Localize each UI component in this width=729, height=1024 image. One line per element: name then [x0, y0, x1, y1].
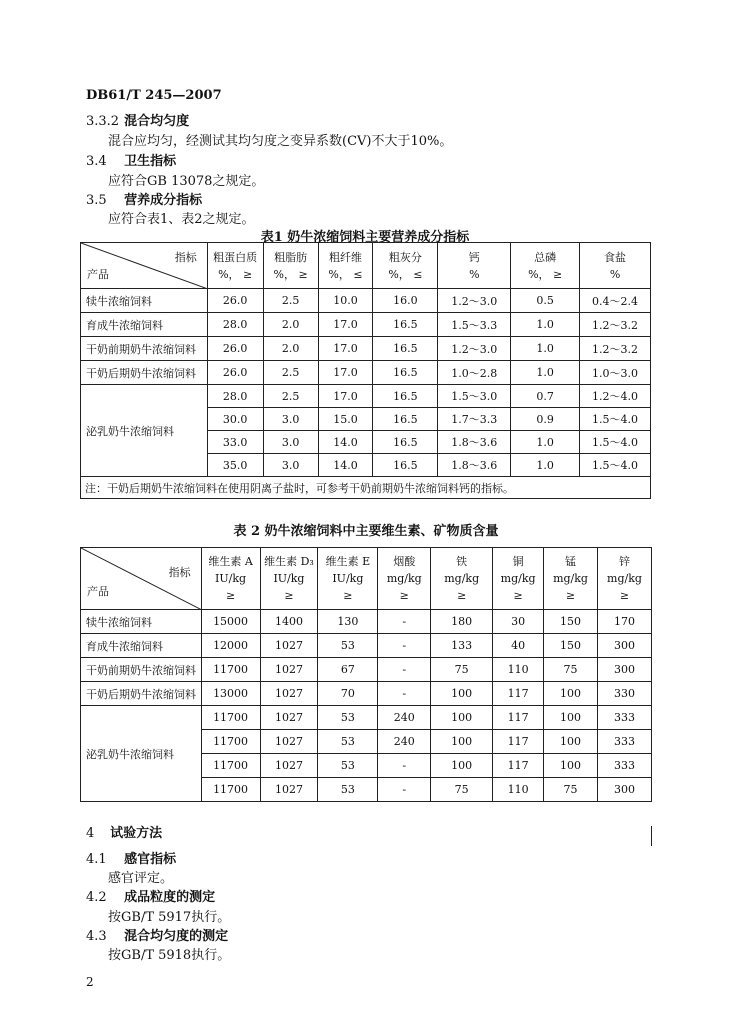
section-title: 成品粒度的测定	[124, 890, 216, 905]
header-name: 食盐	[604, 250, 627, 264]
value-cell: 16.5	[373, 408, 438, 431]
value-cell: 333	[597, 706, 651, 730]
value-cell: 1400	[260, 610, 318, 634]
table-row	[81, 634, 652, 658]
value-cell: 75	[544, 778, 598, 802]
value-cell: 14.0	[318, 454, 373, 477]
value-cell: 0.9	[511, 408, 580, 431]
value-cell: 1.0～3.0	[580, 361, 651, 385]
corner-top-label: 指标	[168, 566, 191, 579]
table2-header-cell	[493, 548, 544, 610]
value-cell: 1.0	[511, 454, 580, 477]
section-4-2-text: 按GB/T 5917执行。	[108, 910, 231, 925]
header-name: 粗脂肪	[274, 250, 308, 264]
value-cell: 40	[493, 634, 544, 658]
header-name: 锌	[618, 555, 630, 568]
table-row	[81, 658, 652, 682]
product-cell: 干奶前期奶牛浓缩饲料	[81, 337, 208, 361]
product-cell: 犊牛浓缩饲料	[81, 289, 208, 313]
value-cell: 1.2～3.0	[438, 337, 511, 361]
product-cell: 泌乳奶牛浓缩饲料	[81, 706, 202, 802]
table-row	[81, 385, 651, 408]
product-cell: 犊牛浓缩饲料	[81, 610, 202, 634]
table2-header-cell	[544, 548, 598, 610]
table1-header-cell	[263, 243, 318, 289]
value-cell: 1.0	[511, 431, 580, 454]
value-cell: -	[378, 658, 431, 682]
value-cell: 1.5～3.0	[438, 385, 511, 408]
value-cell: 1027	[260, 778, 318, 802]
header-sign: ≥	[565, 589, 576, 602]
value-cell: 0.7	[511, 385, 580, 408]
corner-top-label: 指标	[174, 251, 197, 264]
corner-bottom-label: 产品	[87, 585, 109, 598]
section-number: 3.5	[86, 193, 107, 208]
value-cell: 100	[544, 682, 598, 706]
header-name: 烟酸	[393, 555, 416, 568]
header-name: 总磷	[534, 250, 557, 264]
section-number: 4	[86, 826, 95, 841]
table1-header-cell	[580, 243, 651, 289]
header-unit: mg/kg	[607, 572, 642, 585]
value-cell: 333	[597, 730, 651, 754]
value-cell: 1027	[260, 706, 318, 730]
value-cell: 53	[318, 754, 378, 778]
value-cell: 13000	[201, 682, 260, 706]
value-cell: 1.5～4.0	[580, 431, 651, 454]
value-cell: 11700	[201, 778, 260, 802]
table1-header-cell	[207, 243, 263, 289]
value-cell: 2.0	[263, 337, 318, 361]
value-cell: 26.0	[207, 289, 263, 313]
table-row	[81, 361, 651, 385]
section-3-3-2-text: 混合应均匀，经测试其均匀度之变异系数(CV)不大于10%。	[108, 134, 453, 149]
header-sign: ≥	[457, 589, 467, 602]
value-cell: 2.5	[263, 361, 318, 385]
table2-header-cell	[378, 548, 431, 610]
value-cell: 16.5	[373, 313, 438, 337]
table2-header-cell	[260, 548, 318, 610]
value-cell: 2.5	[263, 289, 318, 313]
value-cell: 100	[431, 730, 493, 754]
value-cell: 14.0	[318, 431, 373, 454]
value-cell: 100	[544, 754, 598, 778]
table-row	[81, 682, 652, 706]
value-cell: 1.0	[511, 361, 580, 385]
table1-header-row	[81, 243, 651, 289]
header-sign: ≥	[513, 589, 523, 602]
value-cell: 1.8～3.6	[438, 431, 511, 454]
value-cell: 2.5	[263, 385, 318, 408]
section-number: 3.4	[86, 154, 107, 169]
header-name: 粗纤维	[329, 250, 362, 264]
value-cell: 75	[544, 658, 598, 682]
value-cell: 1.2～3.2	[580, 313, 651, 337]
value-cell: -	[378, 682, 431, 706]
value-cell: 180	[431, 610, 493, 634]
value-cell: 53	[318, 634, 378, 658]
value-cell: 28.0	[207, 313, 263, 337]
value-cell: 16.5	[373, 385, 438, 408]
value-cell: 75	[431, 778, 493, 802]
value-cell: 1027	[260, 730, 318, 754]
section-4-3-text: 按GB/T 5918执行。	[108, 948, 231, 963]
value-cell: 1027	[260, 658, 318, 682]
value-cell: 33.0	[207, 431, 263, 454]
header-unit: %	[469, 267, 480, 281]
header-name: 维生素 A	[208, 555, 253, 568]
table1-corner-cell	[81, 243, 208, 289]
table2-corner-cell	[81, 548, 202, 610]
value-cell: 100	[431, 754, 493, 778]
value-cell: 240	[378, 730, 431, 754]
value-cell: 15.0	[318, 408, 373, 431]
table2-header-cell	[431, 548, 493, 610]
header-unit: %， ≤	[328, 267, 363, 281]
value-cell: 1.5～3.3	[438, 313, 511, 337]
product-cell: 育成牛浓缩饲料	[81, 313, 208, 337]
value-cell: 1027	[260, 754, 318, 778]
value-cell: 35.0	[207, 454, 263, 477]
section-number: 4.3	[86, 929, 107, 944]
value-cell: 333	[597, 754, 651, 778]
product-cell: 干奶后期奶牛浓缩饲料	[81, 682, 202, 706]
header-name: 锰	[565, 555, 577, 568]
header-sign: ≥	[343, 589, 353, 602]
value-cell: 1.0～2.8	[438, 361, 511, 385]
section-title: 试验方法	[110, 826, 163, 841]
value-cell: 0.5	[511, 289, 580, 313]
value-cell: 10.0	[318, 289, 373, 313]
table1-header-cell	[438, 243, 511, 289]
value-cell: 16.5	[373, 337, 438, 361]
value-cell: 150	[544, 634, 598, 658]
value-cell: 1.5～4.0	[580, 454, 651, 477]
header-sign: ≥	[284, 589, 294, 602]
value-cell: 26.0	[207, 361, 263, 385]
table1-note-row	[81, 477, 651, 499]
value-cell: -	[378, 778, 431, 802]
header-unit: %， ≤	[388, 267, 423, 281]
value-cell: 300	[597, 778, 651, 802]
value-cell: 1.0	[511, 337, 580, 361]
value-cell: 67	[318, 658, 378, 682]
section-title: 混合均匀度的测定	[124, 929, 229, 944]
value-cell: 16.0	[373, 289, 438, 313]
value-cell: 100	[544, 730, 598, 754]
value-cell: 16.5	[373, 431, 438, 454]
value-cell: 11700	[201, 658, 260, 682]
value-cell: 2.0	[263, 313, 318, 337]
value-cell: 117	[493, 706, 544, 730]
value-cell: 75	[431, 658, 493, 682]
value-cell: 16.5	[373, 454, 438, 477]
value-cell: 100	[431, 706, 493, 730]
value-cell: 11700	[201, 754, 260, 778]
header-unit: mg/kg	[444, 572, 480, 585]
table-row	[81, 610, 652, 634]
section-4-1-heading	[86, 848, 176, 867]
section-number: 4.2	[86, 890, 107, 905]
margin-rule	[651, 826, 652, 846]
product-cell: 育成牛浓缩饲料	[81, 634, 202, 658]
value-cell: 3.0	[263, 454, 318, 477]
header-unit: IU/kg	[273, 572, 305, 585]
header-unit: %	[609, 267, 621, 281]
section-number: 4.1	[86, 852, 107, 867]
header-name: 钙	[468, 250, 480, 264]
header-sign: ≥	[619, 589, 630, 602]
value-cell: 53	[318, 706, 378, 730]
value-cell: 1.0	[511, 313, 580, 337]
table1-note: 注：干奶后期奶牛浓缩饲料在使用阴离子盐时，可参考干奶前期奶牛浓缩饲料钙的指标。	[81, 477, 651, 499]
value-cell: 53	[318, 730, 378, 754]
value-cell: 240	[378, 706, 431, 730]
value-cell: 1.8～3.6	[438, 454, 511, 477]
table1	[80, 242, 651, 499]
value-cell: 17.0	[318, 337, 373, 361]
value-cell: 30	[493, 610, 544, 634]
section-3-3-2-heading	[86, 110, 189, 129]
product-cell: 干奶后期奶牛浓缩饲料	[81, 361, 208, 385]
table-row	[81, 706, 652, 730]
value-cell: 150	[544, 610, 598, 634]
value-cell: 1.5～4.0	[580, 408, 651, 431]
header-unit: IU/kg	[215, 572, 247, 585]
value-cell: 117	[493, 730, 544, 754]
table-row	[81, 313, 651, 337]
table1-caption: 表1 奶牛浓缩饲料主要营养成分指标	[260, 230, 470, 245]
table2-header-cell	[318, 548, 378, 610]
value-cell: -	[378, 634, 431, 658]
value-cell: 130	[318, 610, 378, 634]
value-cell: 110	[493, 658, 544, 682]
value-cell: 3.0	[263, 408, 318, 431]
section-title: 感官指标	[124, 852, 177, 867]
value-cell: 3.0	[263, 431, 318, 454]
header-sign: ≥	[225, 589, 236, 602]
product-cell: 泌乳奶牛浓缩饲料	[81, 385, 208, 477]
value-cell: 1.2～3.0	[438, 289, 511, 313]
value-cell: 17.0	[318, 313, 373, 337]
table2	[80, 547, 652, 802]
value-cell: 53	[318, 778, 378, 802]
section-title: 卫生指标	[124, 154, 177, 169]
value-cell: 110	[493, 778, 544, 802]
section-3-4-text: 应符合GB 13078之规定。	[108, 174, 265, 189]
table2-header-row	[81, 548, 652, 610]
header-unit: mg/kg	[553, 572, 588, 585]
section-number: 3.3.2	[86, 114, 120, 129]
header-name: 维生素 E	[325, 555, 371, 568]
section-4-2-heading	[86, 886, 215, 905]
value-cell: 30.0	[207, 408, 263, 431]
header-name: 铁	[456, 555, 468, 568]
table1-header-cell	[373, 243, 438, 289]
value-cell: 11700	[201, 730, 260, 754]
product-cell: 干奶前期奶牛浓缩饲料	[81, 658, 202, 682]
table-row	[81, 337, 651, 361]
header-sign: ≥	[399, 589, 409, 602]
header-unit: %， ≥	[273, 267, 308, 281]
section-4-3-heading	[86, 925, 228, 944]
value-cell: 300	[597, 634, 651, 658]
value-cell: 15000	[201, 610, 260, 634]
section-3-4-heading	[86, 150, 176, 169]
section-title: 营养成分指标	[124, 193, 203, 208]
value-cell: 1.2～3.2	[580, 337, 651, 361]
value-cell: 330	[597, 682, 651, 706]
value-cell: 117	[493, 682, 544, 706]
table1-header-cell	[318, 243, 373, 289]
value-cell: 26.0	[207, 337, 263, 361]
table-row	[81, 289, 651, 313]
value-cell: 117	[493, 754, 544, 778]
value-cell: -	[378, 754, 431, 778]
corner-bottom-label: 产品	[87, 268, 109, 281]
value-cell: 1.7～3.3	[438, 408, 511, 431]
section-3-5-text: 应符合表1、表2之规定。	[108, 212, 255, 227]
document-header: DB61/T 245—2007	[86, 88, 222, 103]
header-unit: mg/kg	[500, 572, 536, 585]
value-cell: 1027	[260, 634, 318, 658]
table2-header-cell	[597, 548, 651, 610]
header-unit: %， ≥	[528, 267, 563, 281]
value-cell: 17.0	[318, 361, 373, 385]
header-name: 铜	[512, 555, 524, 568]
section-4-1-text: 感官评定。	[108, 871, 174, 886]
table1-header-cell	[511, 243, 580, 289]
header-unit: %， ≥	[218, 267, 253, 281]
section-3-5-heading	[86, 189, 202, 208]
header-unit: mg/kg	[386, 572, 422, 585]
value-cell: 100	[544, 706, 598, 730]
table2-header-cell	[201, 548, 260, 610]
section-4-heading	[86, 822, 162, 841]
section-title: 混合均匀度	[124, 114, 190, 129]
value-cell: 0.4～2.4	[580, 289, 651, 313]
value-cell: 100	[431, 682, 493, 706]
value-cell: 1027	[260, 682, 318, 706]
table2-caption: 表 2 奶牛浓缩饲料中主要维生素、矿物质含量	[233, 524, 499, 539]
value-cell: 28.0	[207, 385, 263, 408]
value-cell: 17.0	[318, 385, 373, 408]
header-name: 维生素 D₃	[264, 555, 314, 568]
value-cell: 170	[597, 610, 651, 634]
value-cell: 11700	[201, 706, 260, 730]
value-cell: 70	[318, 682, 378, 706]
page-number: 2	[86, 975, 94, 989]
header-unit: IU/kg	[332, 572, 364, 585]
header-name: 粗蛋白质	[213, 250, 258, 264]
value-cell: -	[378, 610, 431, 634]
value-cell: 133	[431, 634, 493, 658]
value-cell: 1.2～4.0	[580, 385, 651, 408]
value-cell: 12000	[201, 634, 260, 658]
value-cell: 300	[597, 658, 651, 682]
header-name: 粗灰分	[388, 250, 422, 264]
value-cell: 16.5	[373, 361, 438, 385]
